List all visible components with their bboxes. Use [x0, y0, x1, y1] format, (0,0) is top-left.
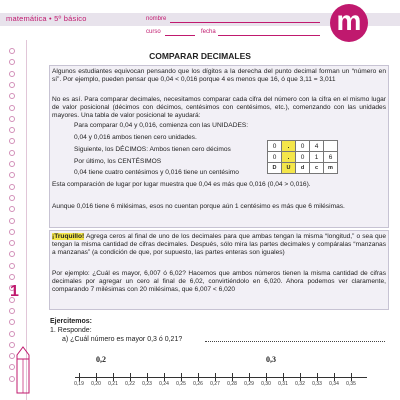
table-row [268, 141, 338, 152]
number-line-tick-label: 0,30 [261, 381, 271, 387]
binder-dot [9, 206, 15, 212]
course-field[interactable] [165, 35, 195, 36]
number-line-tick [147, 373, 148, 381]
number-line-tick-label: 0,29 [244, 381, 254, 387]
number-line-axis [75, 377, 367, 378]
intro-paragraph: Algunos estudiantes equivocan pensando que los dígitos a la derecha del punto decimal forman un “número en sí”. Por ejemplo, pueden pensar que 0,04 < 0,016 porque 4 es menos que 16, ó que 3,11 = 3,011 [52, 68, 386, 84]
binder-dot [9, 172, 15, 178]
number-line-tick [351, 373, 352, 381]
number-line-tick [96, 373, 97, 381]
step-2: 0,04 y 0,016 ambos tienen cero unidades. [74, 134, 197, 141]
binder-dot [9, 331, 15, 337]
page-title: COMPARAR DECIMALES [149, 51, 251, 61]
number-line-tick [249, 373, 250, 381]
number-line-tick-label: 0,27 [210, 381, 220, 387]
binder-dot [9, 138, 15, 144]
table-cell: 4 [310, 141, 324, 152]
table-header: U [282, 163, 296, 174]
number-line-tick [198, 373, 199, 381]
name-field[interactable] [170, 22, 320, 23]
table-row [268, 152, 338, 163]
name-label: nombre [146, 16, 167, 22]
number-line-tick-label: 0,35 [346, 381, 356, 387]
tip-paragraph [52, 233, 386, 258]
step-1: Para comparar 0,04 y 0,016, comienza con las UNIDADES: [74, 122, 249, 129]
number-line-tick [283, 373, 284, 381]
step-3: Siguiente, los DÉCIMOS: Ambos tienen cero décimos [74, 146, 231, 153]
binder-dot [9, 195, 15, 201]
course-label: curso [146, 29, 161, 35]
number-line-tick-label: 0,31 [278, 381, 288, 387]
number-line-tick [113, 373, 114, 381]
number-line-tick-label: 0,26 [193, 381, 203, 387]
answer-line[interactable] [205, 341, 385, 342]
binder-dot [9, 218, 15, 224]
number-line-tick-label: 0,20 [91, 381, 101, 387]
number-line-tick [79, 373, 80, 381]
binder-dot [9, 116, 15, 122]
number-line-tick [317, 373, 318, 381]
number-line-tick-label: 0,34 [329, 381, 339, 387]
page-number: 1 [10, 283, 19, 300]
number-line-tick-label: 0,22 [125, 381, 135, 387]
binder-dots [5, 48, 21, 388]
table-header: m [324, 163, 338, 174]
binder-dot [9, 93, 15, 99]
binder-dot [9, 82, 15, 88]
table-cell: 0 [296, 152, 310, 163]
brand-logo-icon: m [330, 4, 368, 42]
number-line-tick-label: 0,25 [176, 381, 186, 387]
tip-example: Por ejemplo: ¿Cuál es mayor, 6,007 ó 6,02? Hacemos que ambos números tienen la misma cantidad de cifras decimales por agregar un cero al final de 6,02, convirtiéndolo en 6,020. Ahora podemos ver claramente, comparando 7 milésimas con 20 milésimas, que 6,007 < 6,020 [52, 270, 386, 294]
table-header-row [268, 163, 338, 174]
table-cell: 0 [268, 141, 282, 152]
binder-dot [9, 274, 15, 280]
number-line-tick [130, 373, 131, 381]
number-line-tick-label: 0,19 [74, 381, 84, 387]
number-line-tick-label: 0,28 [227, 381, 237, 387]
binder-dot [9, 127, 15, 133]
exercise-item-1: 1. Responde: [50, 327, 92, 334]
date-field[interactable] [218, 35, 320, 36]
number-line-tick [215, 373, 216, 381]
binder-dot [9, 150, 15, 156]
thousandths-note: Aunque 0,016 tiene 6 milésimas, esos no cuentan porque aún 1 centésimo es más que 6 milésimas. [52, 203, 345, 210]
subject-label: matemática • 5º básico [6, 14, 87, 23]
binder-dot [9, 319, 15, 325]
number-line-tick-label: 0,24 [159, 381, 169, 387]
exercises-heading: Ejercitemos: [50, 318, 93, 325]
table-header: D [268, 163, 282, 174]
binder-dot [9, 251, 15, 257]
number-line-tick-label: 0,21 [108, 381, 118, 387]
binder-dot [9, 161, 15, 167]
table-cell [324, 141, 338, 152]
number-line-tick [300, 373, 301, 381]
number-line-tick [164, 373, 165, 381]
table-cell: 0 [268, 152, 282, 163]
comparison-conclusion: Esta comparación de lugar por lugar muestra que 0,04 es más que 0,016 (0,04 > 0,016). [52, 181, 311, 188]
date-label: fecha [201, 29, 216, 35]
number-line-tick [232, 373, 233, 381]
table-cell: . [282, 152, 296, 163]
binder-dot [9, 71, 15, 77]
number-line [0, 350, 400, 400]
table-header: c [310, 163, 324, 174]
binder-dot [9, 263, 15, 269]
number-line-tick-label: 0,33 [312, 381, 322, 387]
place-value-table [267, 140, 338, 174]
number-line-tick [181, 373, 182, 381]
binder-dot [9, 105, 15, 111]
binder-dot [9, 240, 15, 246]
table-cell: 0 [296, 141, 310, 152]
table-cell: . [282, 141, 296, 152]
table-cell: 6 [324, 152, 338, 163]
binder-dot [9, 229, 15, 235]
binder-dot [9, 184, 15, 190]
marker-right: 0,3 [266, 355, 276, 364]
tip-text: Agrega ceros al final de uno de los decimales para que ambas tengan la misma “longitud,” o sea que tengan la misma cantidad de cifras decimales. Después, sólo mira las partes decimales y compáralas “manzanas a manzanas” (a condición de que, por supuesto, las partes enteras son iguales) [52, 233, 386, 257]
table-cell: 1 [310, 152, 324, 163]
table-header: d [296, 163, 310, 174]
marker-left: 0,2 [96, 355, 106, 364]
binder-dot [9, 308, 15, 314]
step-4: Por último, los CENTÉSIMOS [74, 158, 162, 165]
method-paragraph: No es así. Para comparar decimales, necesitamos comparar cada cifra del número con la cifra en el mismo lugar de valor posicional (décimos con décimos, centésimos con centésimos, etc.), comenzando con las unidades mayores. Una tabla de valor posicional te ayudará: [52, 96, 386, 120]
number-line-tick [334, 373, 335, 381]
question-a: a) ¿Cuál número es mayor 0,3 ó 0,21? [62, 336, 183, 343]
step-5: 0,04 tiene cuatro centésimos y 0,016 tiene un centésimo [74, 169, 239, 176]
page-header [0, 0, 400, 42]
number-line-tick [266, 373, 267, 381]
number-line-tick-label: 0,32 [295, 381, 305, 387]
number-line-tick-label: 0,23 [142, 381, 152, 387]
tip-label: ¡Truquillo! [52, 233, 85, 240]
